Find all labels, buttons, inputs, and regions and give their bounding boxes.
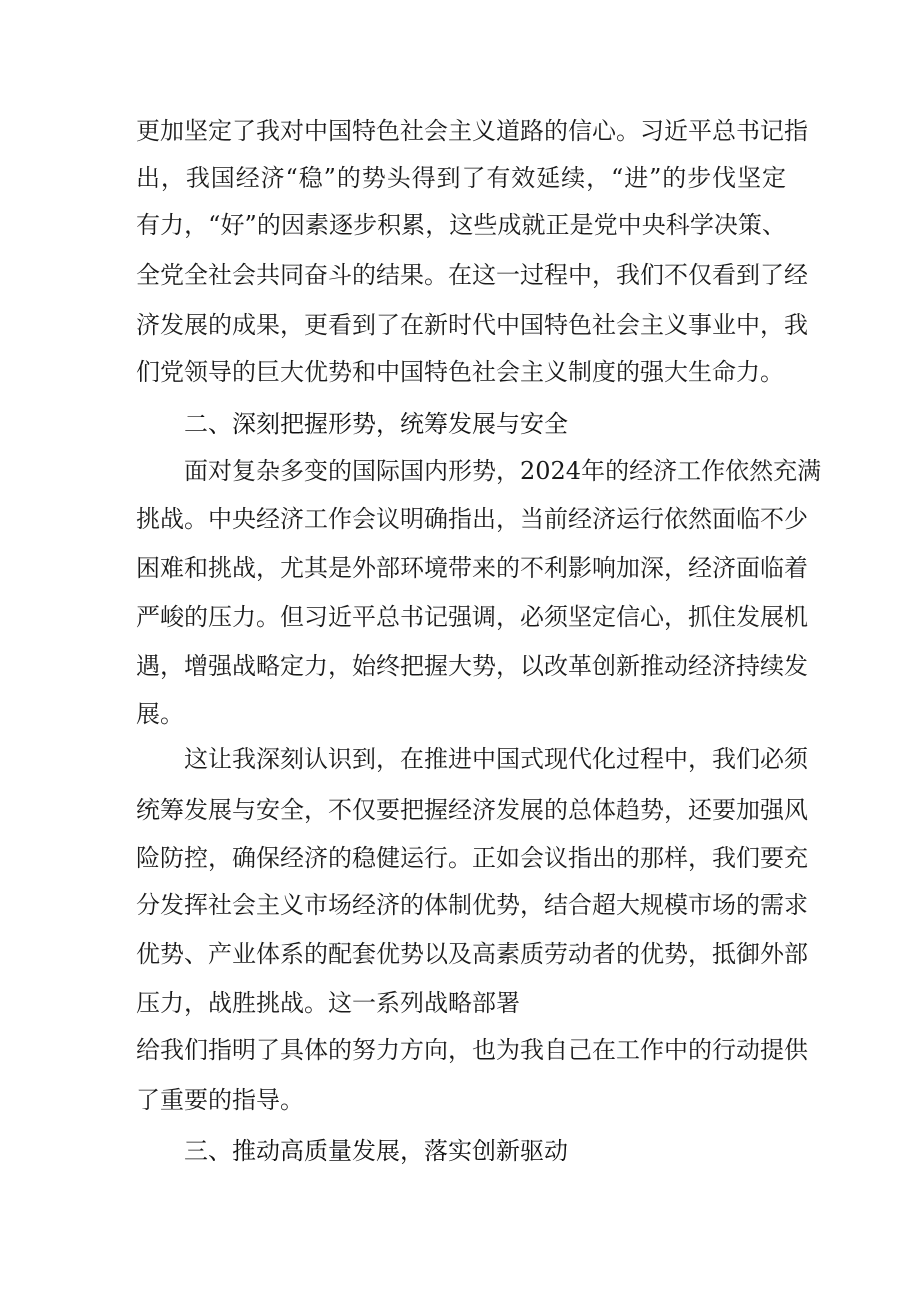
- body-text-line: 压力，战胜挑战。这一系列战略部署: [136, 989, 520, 1017]
- body-text-line: 展。: [136, 700, 184, 728]
- body-text-line: 济发展的成果，更看到了在新时代中国特色社会主义事业中，我: [136, 311, 808, 339]
- body-text-line: 遇，增强战略定力，始终把握大势，以改革创新推动经济持续发: [136, 652, 808, 680]
- body-text-line: 严峻的压力。但习近平总书记强调，必须坚定信心，抓住发展机: [136, 603, 808, 631]
- body-text-line: 全党全社会共同奋斗的结果。在这一过程中，我们不仅看到了经: [136, 261, 808, 289]
- body-text-line: 给我们指明了具体的努力方向，也为我自己在工作中的行动提供: [136, 1036, 808, 1064]
- body-text-line: 出，我国经济“稳”的势头得到了有效延续，“进”的步伐坚定: [136, 164, 786, 192]
- body-text-line: 险防控，确保经济的稳健运行。正如会议指出的那样，我们要充: [136, 844, 808, 872]
- body-text-line: 们党领导的巨大优势和中国特色社会主义制度的强大生命力。: [136, 358, 784, 386]
- body-text-line: 分发挥社会主义市场经济的体制优势，结合超大规模市场的需求: [136, 891, 808, 919]
- body-text-line: 挑战。中央经济工作会议明确指出，当前经济运行依然面临不少: [136, 505, 808, 533]
- body-text-line: 困难和挑战，尤其是外部环境带来的不利影响加深，经济面临着: [136, 554, 808, 582]
- body-text-line: 这让我深刻认识到，在推进中国式现代化过程中，我们必须: [184, 745, 808, 773]
- body-text-line: 面对复杂多变的国际国内形势，2024年的经济工作依然充满: [184, 457, 822, 485]
- body-text-line: 了重要的指导。: [136, 1086, 304, 1114]
- section-heading: 二、深刻把握形势，统筹发展与安全: [184, 410, 568, 438]
- body-text-line: 优势、产业体系的配套优势以及高素质劳动者的优势，抵御外部: [136, 940, 808, 968]
- body-text-line: 统筹发展与安全，不仅要把握经济发展的总体趋势，还要加强风: [136, 796, 808, 824]
- body-text-line: 更加坚定了我对中国特色社会主义道路的信心。习近平总书记指: [136, 117, 808, 145]
- section-heading: 三、推动高质量发展，落实创新驱动: [184, 1137, 568, 1165]
- body-text-line: 有力，“好”的因素逐步积累，这些成就正是党中央科学决策、: [136, 211, 786, 239]
